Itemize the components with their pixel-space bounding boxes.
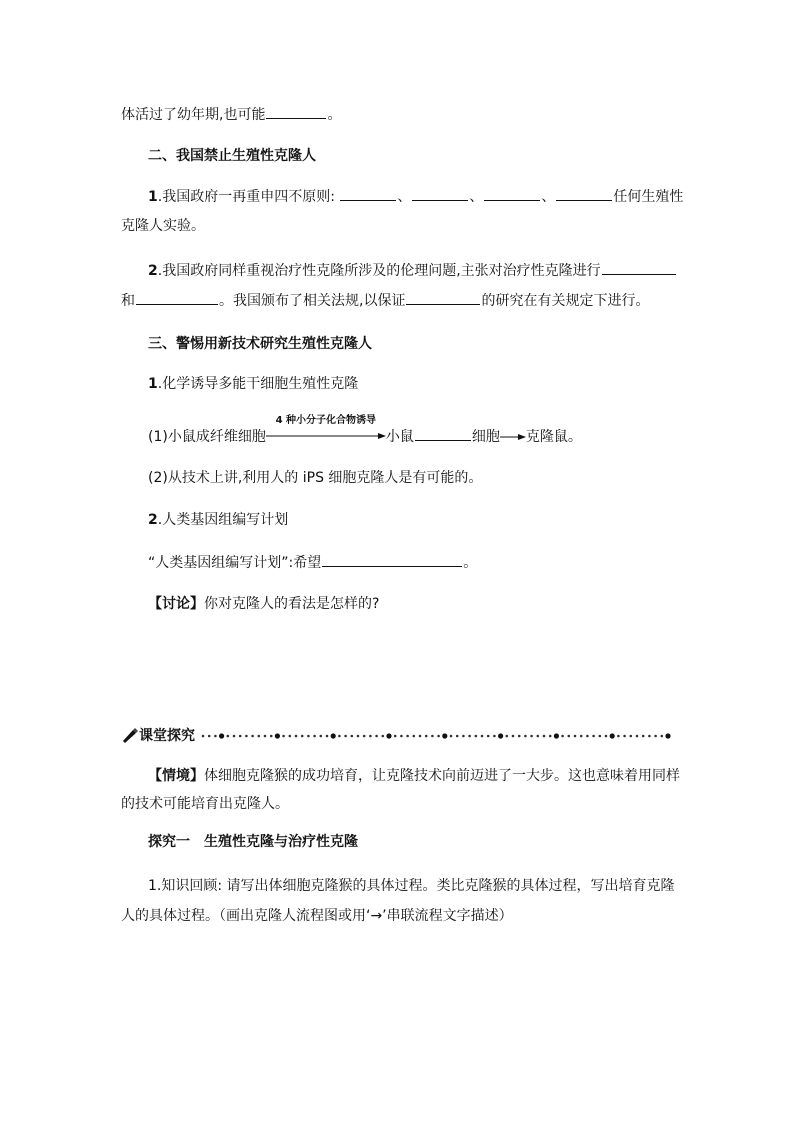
divider-dot	[554, 733, 559, 738]
section-divider	[121, 726, 676, 746]
section-heading: 三、警惕用新技术研究生殖性克隆人	[148, 336, 372, 352]
divider-dot	[450, 735, 453, 738]
divider-dot	[275, 733, 280, 738]
divider-dot	[233, 735, 236, 738]
list-subitem: (2)从技术上讲,利用人的 iPS 细胞克隆人是有可能的。	[148, 470, 483, 486]
list-item: 2.我国政府同样重视治疗性克隆所涉及的伦理问题,主张对治疗性克隆进行	[148, 260, 677, 281]
fill-blank[interactable]	[602, 260, 676, 275]
list-item: 1.我国政府一再重申四不原则: 、 、 、 任何生殖性	[148, 186, 683, 207]
divider-dot	[375, 735, 378, 738]
fill-blank[interactable]	[340, 186, 396, 201]
list-item-continuation: 和 。我国颁布了相关法规,以保证 的研究在有关规定下进行。	[121, 290, 649, 311]
divider-dot	[605, 735, 608, 738]
divider-dot	[245, 735, 248, 738]
divider-dot	[512, 735, 515, 738]
fill-blank[interactable]	[266, 104, 326, 119]
divider-dot	[630, 735, 633, 738]
divider-dot	[442, 733, 447, 738]
divider-dot	[344, 735, 347, 738]
divider-dot	[623, 735, 626, 738]
discussion-prompt: 【讨论】你对克隆人的看法是怎样的?	[148, 596, 380, 612]
divider-dot	[592, 735, 595, 738]
divider-dot	[270, 735, 273, 738]
divider-dot	[437, 735, 440, 738]
divider-dot	[386, 733, 391, 738]
divider-dot	[661, 735, 664, 738]
scenario-paragraph: 【情境】体细胞克隆猴的成功培育，让克隆技术向前迈进了一大步。这也意味着用同样	[148, 768, 680, 784]
divider-dot	[295, 735, 298, 738]
divider-dot	[561, 735, 564, 738]
divider-dot	[456, 735, 459, 738]
divider-dot	[493, 735, 496, 738]
scenario-paragraph-continuation: 的技术可能培育出克隆人。	[121, 796, 289, 812]
list-item: 2.人类基因组编写计划	[148, 512, 289, 528]
question-continuation: 人的具体过程。（画出克隆人流程图或用‘→’串联流程文字描述）	[121, 908, 513, 924]
divider-dot	[475, 735, 478, 738]
divider-dot	[382, 735, 385, 738]
divider-dot	[665, 733, 670, 738]
divider-dot	[413, 735, 416, 738]
divider-dot	[419, 735, 422, 738]
divider-dot	[326, 735, 329, 738]
divider-dot	[258, 735, 261, 738]
divider-dot	[251, 735, 254, 738]
list-subitem: “人类基因组编写计划”:希望 。	[148, 552, 477, 573]
divider-dot	[282, 735, 285, 738]
fill-blank[interactable]	[322, 552, 462, 567]
process-line: (1)小鼠成纤维细胞 4 种小分子化合物诱导 小鼠 细胞 克隆鼠。	[148, 415, 582, 445]
divider-dot	[264, 735, 267, 738]
divider-dot	[313, 735, 316, 738]
divider-dot	[586, 735, 589, 738]
divider-dot	[506, 735, 509, 738]
divider-dot	[524, 735, 527, 738]
divider-dot	[568, 735, 571, 738]
divider-dot	[357, 735, 360, 738]
induction-arrow: 4 种小分子化合物诱导	[266, 427, 386, 447]
fill-blank[interactable]	[136, 290, 218, 305]
list-item: 1.化学诱导多能干细胞生殖性克隆	[148, 376, 359, 392]
explore-heading: 探究一 生殖性克隆与治疗性克隆	[148, 834, 358, 850]
divider-dot	[301, 735, 304, 738]
divider-dot	[654, 735, 657, 738]
divider-dot	[289, 735, 292, 738]
question: 1.知识回顾: 请写出体细胞克隆猴的具体过程。类比克隆猴的具体过程，写出培育克隆	[148, 878, 675, 894]
divider-dot	[599, 735, 602, 738]
divider-dot	[530, 735, 533, 738]
divider-dot	[338, 735, 341, 738]
divider-dot	[219, 733, 224, 738]
divider-dot	[227, 735, 230, 738]
divider-dot	[320, 735, 323, 738]
divider-dot	[642, 735, 645, 738]
divider-dot	[369, 735, 372, 738]
section-title: 课堂探究	[139, 728, 195, 744]
divider-dot	[498, 733, 503, 738]
list-item-continuation: 克隆人实验。	[121, 218, 205, 234]
divider-dot	[208, 735, 211, 738]
divider-dot	[431, 735, 434, 738]
divider-dot	[487, 735, 490, 738]
divider-dot	[363, 735, 366, 738]
divider-dot	[468, 735, 471, 738]
divider-dot	[580, 735, 583, 738]
divider-dot	[214, 735, 217, 738]
divider-dot	[648, 735, 651, 738]
divider-dot	[481, 735, 484, 738]
divider-dot	[574, 735, 577, 738]
arrow-right-icon	[500, 432, 526, 442]
paragraph-continuation: 体活过了幼年期,也可能 。	[121, 104, 341, 125]
pen-icon	[121, 726, 139, 744]
fill-blank[interactable]	[484, 186, 540, 201]
divider-dot	[331, 733, 336, 738]
divider-dot	[636, 735, 639, 738]
divider-dot	[351, 735, 354, 738]
fill-blank[interactable]	[412, 186, 468, 201]
dotted-rule	[199, 726, 677, 746]
fill-blank[interactable]	[415, 426, 471, 441]
divider-dot	[400, 735, 403, 738]
divider-dot	[307, 735, 310, 738]
divider-dot	[202, 735, 205, 738]
fill-blank[interactable]	[556, 186, 612, 201]
divider-dot	[239, 735, 242, 738]
divider-dot	[617, 735, 620, 738]
divider-dot	[537, 735, 540, 738]
fill-blank[interactable]	[406, 290, 480, 305]
section-heading: 二、我国禁止生殖性克隆人	[148, 148, 316, 164]
divider-dot	[518, 735, 521, 738]
divider-dot	[462, 735, 465, 738]
divider-dot	[406, 735, 409, 738]
divider-dot	[394, 735, 397, 738]
divider-dot	[610, 733, 615, 738]
divider-dot	[425, 735, 428, 738]
divider-dot	[549, 735, 552, 738]
divider-dot	[543, 735, 546, 738]
arrow-right-icon	[266, 431, 386, 441]
